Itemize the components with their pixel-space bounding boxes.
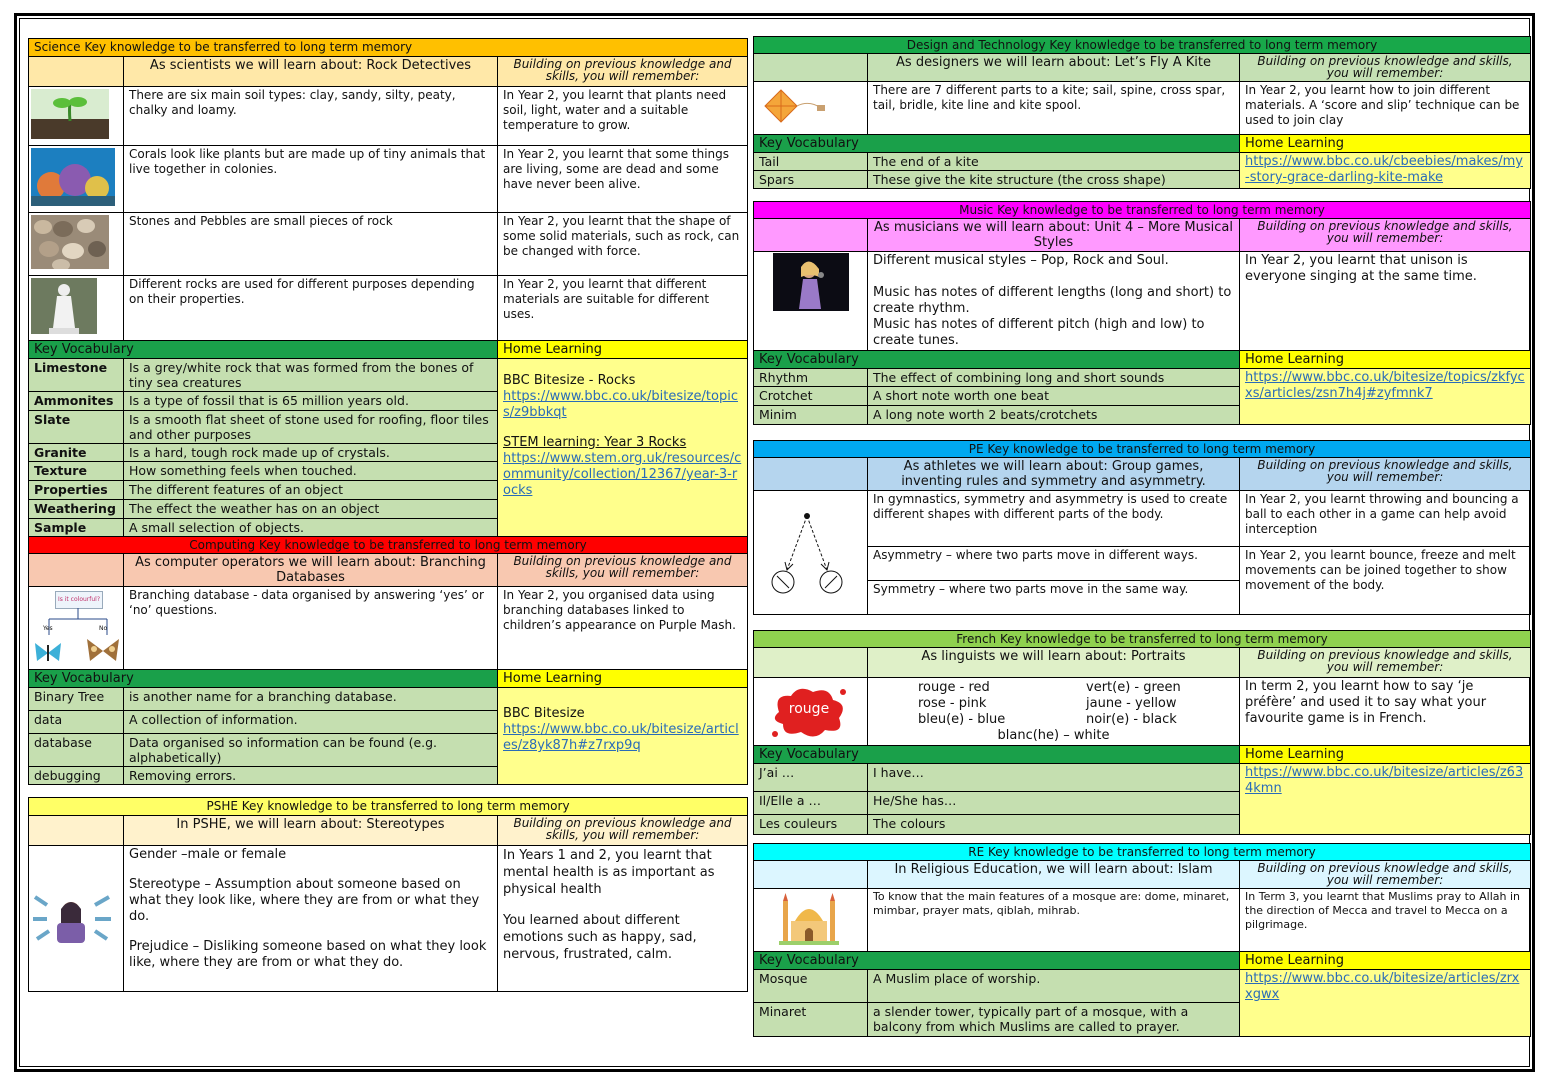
french-colour: jaune - yellow bbox=[1086, 696, 1177, 711]
french-colour-list bbox=[868, 678, 1240, 746]
moth-icon bbox=[85, 637, 121, 665]
pshe-prev bbox=[498, 846, 748, 992]
re-vocab-word: Mosque bbox=[754, 970, 868, 1003]
science-prev-3: In Year 2, you learnt that the shape of some solid materials, such as rock, can be changed with force. bbox=[498, 213, 748, 276]
french-colour: rose - pink bbox=[918, 696, 987, 711]
science-prev-1: In Year 2, you learnt that plants need soil, light, water and a suitable temperature to grow. bbox=[498, 87, 748, 146]
dt-vocab-def: The end of a kite bbox=[868, 153, 1240, 171]
french-vocab-def: I have… bbox=[868, 764, 1240, 792]
computing-vocab-def: A collection of information. bbox=[124, 711, 498, 734]
music-vocab-word: Minim bbox=[754, 406, 868, 425]
french-colour: bleu(e) - blue bbox=[918, 712, 1006, 727]
french-colour: noir(e) - black bbox=[1086, 712, 1177, 727]
french-colour: vert(e) - green bbox=[1086, 680, 1181, 695]
dt-building-heading: Building on previous knowledge and skills, you will remember: bbox=[1240, 54, 1531, 82]
re-vocab-def: A Muslim place of worship. bbox=[868, 970, 1240, 1003]
re-vocab-heading: Key Vocabulary bbox=[754, 952, 1240, 970]
pe-prev-2: In Year 2, you learnt bounce, freeze and melt movements can be joined together to show movement of the body. bbox=[1240, 547, 1531, 615]
pe-title: PE Key knowledge to be transferred to long term memory bbox=[754, 441, 1531, 458]
re-header-blank bbox=[754, 861, 868, 889]
coral-image bbox=[29, 146, 124, 213]
music-vocab-def: A short note worth one beat bbox=[868, 387, 1240, 406]
pshe-learn-heading: In PSHE, we will learn about: Stereotypes bbox=[124, 816, 498, 846]
dt-panel bbox=[753, 36, 1531, 189]
rouge-splash-image bbox=[754, 678, 868, 746]
science-vocab-word: Limestone bbox=[29, 359, 124, 392]
stereotype-image bbox=[29, 846, 124, 992]
science-vocab-word: Texture bbox=[29, 462, 124, 481]
database-question-box: Is it colourful? bbox=[55, 591, 103, 609]
re-learn-heading: In Religious Education, we will learn about: Islam bbox=[868, 861, 1240, 889]
music-fact-2: Music has notes of different lengths (long and short) to create rhythm. bbox=[873, 285, 1232, 316]
music-home-link[interactable]: https://www.bbc.co.uk/bitesize/topics/zkfycxs/articles/zsn7h4j#zyfmnk7 bbox=[1245, 370, 1525, 401]
french-learn-heading: As linguists we will learn about: Portraits bbox=[868, 648, 1240, 678]
computing-title: Computing Key knowledge to be transferred to long term memory bbox=[29, 537, 748, 554]
computing-fact: Branching database - data organised by answering ‘yes’ or ‘no’ questions. bbox=[124, 587, 498, 670]
science-panel bbox=[28, 38, 748, 538]
dt-title: Design and Technology Key knowledge to be transferred to long term memory bbox=[754, 37, 1531, 54]
science-prev-2: In Year 2, you learnt that some things are living, some are dead and some have never been alive. bbox=[498, 146, 748, 213]
re-fact: To know that the main features of a mosque are: dome, minaret, mimbar, prayer mats, qiblah, mihrab. bbox=[868, 889, 1240, 952]
music-home-heading: Home Learning bbox=[1240, 351, 1531, 369]
french-panel bbox=[753, 630, 1531, 835]
re-building-heading: Building on previous knowledge and skills, you will remember: bbox=[1240, 861, 1531, 889]
computing-learn-heading: As computer operators we will learn about: Branching Databases bbox=[124, 554, 498, 587]
computing-vocab-def: Data organised so information can be found (e.g. alphabetically) bbox=[124, 734, 498, 767]
pebbles-image bbox=[29, 213, 124, 276]
computing-vocab-def: Removing errors. bbox=[124, 767, 498, 785]
science-fact-3: Stones and Pebbles are small pieces of rock bbox=[124, 213, 498, 276]
french-home-link[interactable]: https://www.bbc.co.uk/bitesize/articles/z634kmn bbox=[1245, 765, 1524, 796]
music-vocab-def: The effect of combining long and short sounds bbox=[868, 369, 1240, 387]
science-vocab-word: Ammonites bbox=[29, 392, 124, 411]
music-vocab-word: Rhythm bbox=[754, 369, 868, 387]
french-colour: blanc(he) – white bbox=[997, 728, 1110, 743]
pshe-fact-2: Stereotype – Assumption about someone based on what they look like, where they are from or what they do. bbox=[129, 877, 480, 924]
science-vocab-def: Is a type of fossil that is 65 million years old. bbox=[124, 392, 498, 411]
french-header-blank bbox=[754, 648, 868, 678]
pe-fact-1: In gymnastics, symmetry and asymmetry is used to create different shapes with different parts of the body. bbox=[868, 491, 1240, 547]
computing-home-heading: Home Learning bbox=[498, 670, 748, 688]
french-prev: In term 2, you learnt how to say ‘je préfère’ and used it to say what your favourite game is in French. bbox=[1240, 678, 1531, 746]
dt-prev: In Year 2, you learnt how to join different materials. A ‘score and slip’ technique can be used to join clay bbox=[1240, 82, 1531, 135]
pshe-prev-1: In Years 1 and 2, you learnt that mental health is as important as physical health bbox=[503, 848, 715, 897]
science-vocab-heading: Key Vocabulary bbox=[29, 341, 498, 359]
pe-fact-3: Symmetry – where two parts move in the same way. bbox=[868, 581, 1240, 615]
science-vocab-word: Sample bbox=[29, 519, 124, 538]
science-header-blank bbox=[29, 57, 124, 87]
science-building-heading: Building on previous knowledge and skills, you will remember: bbox=[498, 57, 748, 87]
re-home-heading: Home Learning bbox=[1240, 952, 1531, 970]
science-vocab-def: A small selection of objects. bbox=[124, 519, 498, 538]
rouge-splash-word: rouge bbox=[788, 700, 830, 717]
database-no-label: No bbox=[99, 625, 108, 632]
computing-vocab-word: database bbox=[29, 734, 124, 767]
french-colour: rouge - red bbox=[918, 680, 990, 695]
mosque-image bbox=[754, 889, 868, 952]
computing-vocab-word: debugging bbox=[29, 767, 124, 785]
re-home-link[interactable]: https://www.bbc.co.uk/bitesize/articles/zrxxgwx bbox=[1245, 971, 1520, 1002]
science-vocab-word: Granite bbox=[29, 444, 124, 462]
music-facts bbox=[868, 252, 1240, 351]
music-learn-heading: As musicians we will learn about: Unit 4 – More Musical Styles bbox=[868, 219, 1240, 252]
french-building-heading: Building on previous knowledge and skills, you will remember: bbox=[1240, 648, 1531, 678]
re-vocab-def: a slender tower, typically part of a mosque, with a balcony from which Muslims are called to prayer. bbox=[868, 1003, 1240, 1037]
music-title: Music Key knowledge to be transferred to long term memory bbox=[754, 202, 1531, 219]
pshe-fact-1: Gender –male or female bbox=[129, 847, 287, 862]
pe-learn-heading: As athletes we will learn about: Group games, inventing rules and symmetry and asymmetry. bbox=[868, 458, 1240, 491]
branching-database-image bbox=[29, 587, 124, 670]
dt-home-learning bbox=[1240, 153, 1531, 189]
science-vocab-def: Is a hard, tough rock made up of crystals. bbox=[124, 444, 498, 462]
computing-vocab-heading: Key Vocabulary bbox=[29, 670, 498, 688]
pshe-building-heading: Building on previous knowledge and skills, you will remember: bbox=[498, 816, 748, 846]
music-home-learning bbox=[1240, 369, 1531, 425]
science-vocab-def: The different features of an object bbox=[124, 481, 498, 500]
music-fact-1: Different musical styles – Pop, Rock and Soul. bbox=[873, 253, 1169, 268]
computing-prev: In Year 2, you organised data using branching databases linked to children’s appearance on Purple Mash. bbox=[498, 587, 748, 670]
symmetry-diagram bbox=[754, 491, 868, 615]
pe-building-heading: Building on previous knowledge and skills, you will remember: bbox=[1240, 458, 1531, 491]
dt-learn-heading: As designers we will learn about: Let’s Fly A Kite bbox=[868, 54, 1240, 82]
french-vocab-word: Il/Elle a … bbox=[754, 792, 868, 815]
computing-home-learning bbox=[498, 688, 748, 785]
french-vocab-word: J’ai … bbox=[754, 764, 868, 792]
kite-image bbox=[754, 82, 868, 135]
computing-vocab-def: is another name for a branching database. bbox=[124, 688, 498, 711]
pshe-prev-2: You learned about different emotions such as happy, sad, nervous, frustrated, calm. bbox=[503, 913, 697, 962]
science-vocab-word: Properties bbox=[29, 481, 124, 500]
pshe-title: PSHE Key knowledge to be transferred to long term memory bbox=[29, 798, 748, 816]
statue-image bbox=[29, 276, 124, 341]
butterfly-icon bbox=[33, 641, 63, 665]
seedling-image bbox=[29, 87, 124, 146]
science-learn-heading: As scientists we will learn about: Rock Detectives bbox=[124, 57, 498, 87]
french-vocab-heading: Key Vocabulary bbox=[754, 746, 1240, 764]
french-home-learning bbox=[1240, 764, 1531, 835]
science-home2-link[interactable]: https://www.stem.org.uk/resources/community/collection/12367/year-3-rocks bbox=[503, 451, 742, 498]
singer-image bbox=[754, 252, 868, 351]
science-prev-4: In Year 2, you learnt that different materials are suitable for different uses. bbox=[498, 276, 748, 341]
french-vocab-word: Les couleurs bbox=[754, 815, 868, 835]
french-vocab-def: He/She has… bbox=[868, 792, 1240, 815]
science-vocab-word: Weathering bbox=[29, 500, 124, 519]
science-home-heading: Home Learning bbox=[498, 341, 748, 359]
music-vocab-heading: Key Vocabulary bbox=[754, 351, 1240, 369]
re-prev: In Term 3, you learnt that Muslims pray to Allah in the direction of Mecca and travel to Mecca on a pilgrimage. bbox=[1240, 889, 1531, 952]
re-panel bbox=[753, 843, 1531, 1037]
dt-home-link[interactable]: https://www.bbc.co.uk/cbeebies/makes/my-story-grace-darling-kite-make bbox=[1245, 154, 1523, 185]
database-yes-label: Yes bbox=[43, 625, 53, 632]
re-vocab-word: Minaret bbox=[754, 1003, 868, 1037]
music-prev: In Year 2, you learnt that unison is everyone singing at the same time. bbox=[1240, 252, 1531, 351]
pshe-facts bbox=[124, 846, 498, 992]
music-building-heading: Building on previous knowledge and skills, you will remember: bbox=[1240, 219, 1531, 252]
computing-home-title: BBC Bitesize bbox=[503, 706, 585, 721]
science-fact-1: There are six main soil types: clay, sandy, silty, peaty, chalky and loamy. bbox=[124, 87, 498, 146]
dt-fact: There are 7 different parts to a kite; sail, spine, cross spar, tail, bridle, kite line and kite spool. bbox=[868, 82, 1240, 135]
science-home1-link[interactable]: https://www.bbc.co.uk/bitesize/topics/z9bbkqt bbox=[503, 389, 738, 420]
computing-building-heading: Building on previous knowledge and skills, you will remember: bbox=[498, 554, 748, 587]
science-vocab-def: Is a smooth flat sheet of stone used for roofing, floor tiles and other purposes bbox=[124, 411, 498, 444]
pshe-header-blank bbox=[29, 816, 124, 846]
pshe-panel bbox=[28, 797, 748, 992]
computing-vocab-word: data bbox=[29, 711, 124, 734]
computing-home-link[interactable]: https://www.bbc.co.uk/bitesize/articles/z8yk87h#z7rxp9q bbox=[503, 722, 739, 753]
pe-prev-1: In Year 2, you learnt throwing and bouncing a ball to each other in a game can help avoid interception bbox=[1240, 491, 1531, 547]
music-panel bbox=[753, 201, 1531, 425]
science-home-learning bbox=[498, 359, 748, 538]
french-home-heading: Home Learning bbox=[1240, 746, 1531, 764]
re-home-learning bbox=[1240, 970, 1531, 1037]
science-fact-4: Different rocks are used for different purposes depending on their properties. bbox=[124, 276, 498, 341]
music-vocab-def: A long note worth 2 beats/crotchets bbox=[868, 406, 1240, 425]
science-home1-title: BBC Bitesize - Rocks bbox=[503, 373, 636, 388]
science-vocab-def: How something feels when touched. bbox=[124, 462, 498, 481]
music-fact-3: Music has notes of different pitch (high and low) to create tunes. bbox=[873, 317, 1205, 348]
computing-vocab-word: Binary Tree bbox=[29, 688, 124, 711]
science-vocab-word: Slate bbox=[29, 411, 124, 444]
pe-header-blank bbox=[754, 458, 868, 491]
music-header-blank bbox=[754, 219, 868, 252]
pe-panel bbox=[753, 440, 1531, 615]
dt-vocab-heading: Key Vocabulary bbox=[754, 135, 1240, 153]
re-title: RE Key knowledge to be transferred to long term memory bbox=[754, 844, 1531, 861]
dt-home-heading: Home Learning bbox=[1240, 135, 1531, 153]
dt-header-blank bbox=[754, 54, 868, 82]
computing-panel bbox=[28, 536, 748, 785]
french-vocab-def: The colours bbox=[868, 815, 1240, 835]
science-title: Science Key knowledge to be transferred to long term memory bbox=[29, 39, 748, 57]
music-vocab-word: Crotchet bbox=[754, 387, 868, 406]
dt-vocab-word: Tail bbox=[754, 153, 868, 171]
science-vocab-def: Is a grey/white rock that was formed from the bones of tiny sea creatures bbox=[124, 359, 498, 392]
dt-vocab-word: Spars bbox=[754, 171, 868, 189]
science-fact-2: Corals look like plants but are made up of tiny animals that live together in colonies. bbox=[124, 146, 498, 213]
dt-vocab-def: These give the kite structure (the cross shape) bbox=[868, 171, 1240, 189]
french-title: French Key knowledge to be transferred to long term memory bbox=[754, 631, 1531, 648]
science-home2-title: STEM learning: Year 3 Rocks bbox=[503, 435, 687, 450]
computing-header-blank bbox=[29, 554, 124, 587]
pshe-fact-3: Prejudice – Disliking someone based on what they look like, where they are from or what they do. bbox=[129, 939, 487, 970]
science-vocab-def: The effect the weather has on an object bbox=[124, 500, 498, 519]
pe-fact-2: Asymmetry – where two parts move in different ways. bbox=[868, 547, 1240, 581]
